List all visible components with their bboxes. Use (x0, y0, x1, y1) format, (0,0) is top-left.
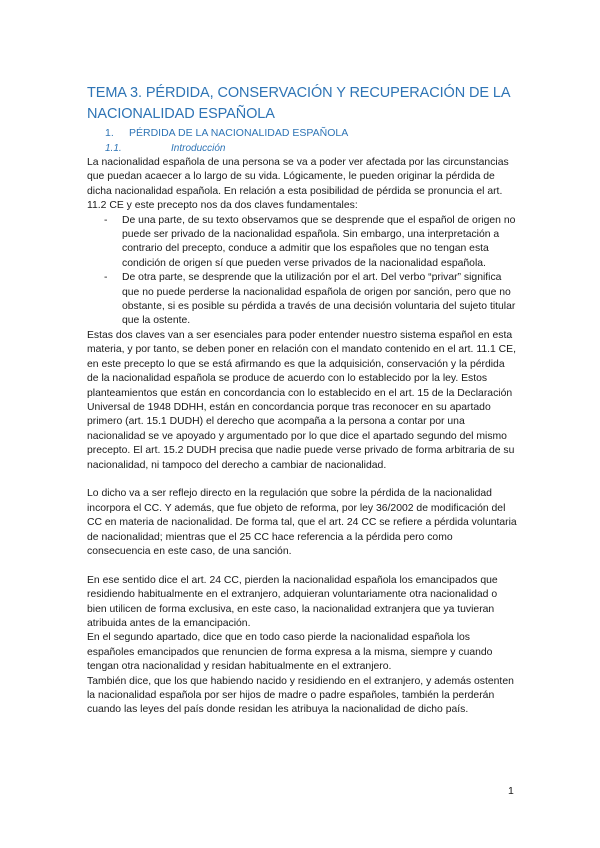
paragraph: Estas dos claves van a ser esenciales para poder entender nuestro sistema español en esta materia, y por tanto, se deben poner en relación con el mandato contenido en el art. 11.1 CE, en este precepto lo que se está afirmando es que la adquisición, conservación y la pérdida de la nacionalidad española se produce de acuerdo con lo establecido por la ley. Estos planteamientos que están en concordancia con lo establecido en el art. 15 de la Declaración Universal de 1948 DDHH, están en concordancia porque tras reconocer en su apartado primero (art. 15.1 DUDH) el derecho que acompaña a la persona a contar por una nacionalidad se ve apoyado y argumentado por lo que dice el apartado segundo del mismo precepto. El art. 15.2 DUDH precisa que nadie puede verse privado de forma arbitraria de su nacionalidad, ni tampoco del derecho a cambiar de nacionalidad. (87, 329, 516, 471)
page-number: 1 (508, 785, 514, 797)
paragraph: En el segundo apartado, dice que en todo caso pierde la nacionalidad española los españoles emancipados que renuncien de forma expresa a la misma, siempre y cuando tengan otra nacionalidad y residan habitualmente en el extranjero. (87, 632, 493, 673)
subsection-number: 1.1. (105, 143, 122, 154)
list-item (104, 214, 517, 272)
section-heading-text: PÉRDIDA DE LA NACIONALIDAD ESPAÑOLA (129, 127, 349, 139)
subsection-heading (105, 142, 225, 156)
list-item-text: De otra parte, se desprende que la utilización por el art. Del verbo “privar” significa que no puede perderse la nacionalidad española de origen por sanción, pero que no obstante, si es posible su pérdida a través de una decisión voluntaria del sujeto titular que la ostente. (122, 272, 516, 327)
paragraph: Lo dicho va a ser reflejo directo en la regulación que sobre la pérdida de la nacionalidad incorpora el CC. Y además, que fue objeto de reforma, por ley 36/2002 de modificación del CC en materia de nacionalidad. De forma tal, que el art. 24 CC se refiere a pérdida voluntaria de nacionalidad; mientras que el 25 CC hace referencia a la pérdida pero como consecuencia en este caso, de una sanción. (87, 488, 517, 557)
intro-paragraph: La nacionalidad española de una persona se va a poder ver afectada por las circunstancias que puedan acaecer a lo largo de su vida. Lógicamente, le pueden originar la pérdida de dicha nacionalidad española. En relación a esta posibilidad de pérdida se pronuncia el art. 11.2 CE y este precepto nos da dos claves fundamentales: (87, 157, 509, 212)
list-item-text: De una parte, de su texto observamos que se desprende que el español de origen no puede ser privado de la nacionalidad española. Sin embargo, una interpretación a contrario del precepto, conduce a admitir que los españoles que no tengan esta condición de origen sí que pueden verse privados de la nacionalidad española. (122, 214, 516, 269)
list-item (104, 271, 517, 329)
paragraph: También dice, que los que habiendo nacido y residiendo en el extranjero, y además ostenten la nacionalidad española por ser hijos de madre o padre españoles, también la perderán cuando las leyes del país donde residan les atribuya la nacionalidad de dicho país. (87, 675, 514, 716)
section-heading (105, 126, 348, 140)
paragraph-spacer (87, 473, 517, 487)
bullet-list (87, 214, 517, 329)
dash-bullet: - (104, 214, 108, 226)
dash-bullet: - (104, 272, 108, 284)
subsection-heading-text: Introducción (171, 143, 226, 154)
paragraph: En ese sentido dice el art. 24 CC, pierden la nacionalidad española los emancipados que residiendo habitualmente en el extranjero, adquieran voluntariamente otra nacionalidad o bien utilicen de forma exclusiva, en este caso, la nacionalidad extranjera que ya tuvieran atribuida antes de la emancipación. (87, 574, 498, 629)
paragraph-spacer (87, 559, 517, 573)
section-number: 1. (105, 127, 114, 139)
page-title: TEMA 3. PÉRDIDA, CONSERVACIÓN Y RECUPERACIÓN DE LA NACIONALIDAD ESPAÑOLA (87, 85, 510, 122)
document-body (87, 156, 517, 718)
